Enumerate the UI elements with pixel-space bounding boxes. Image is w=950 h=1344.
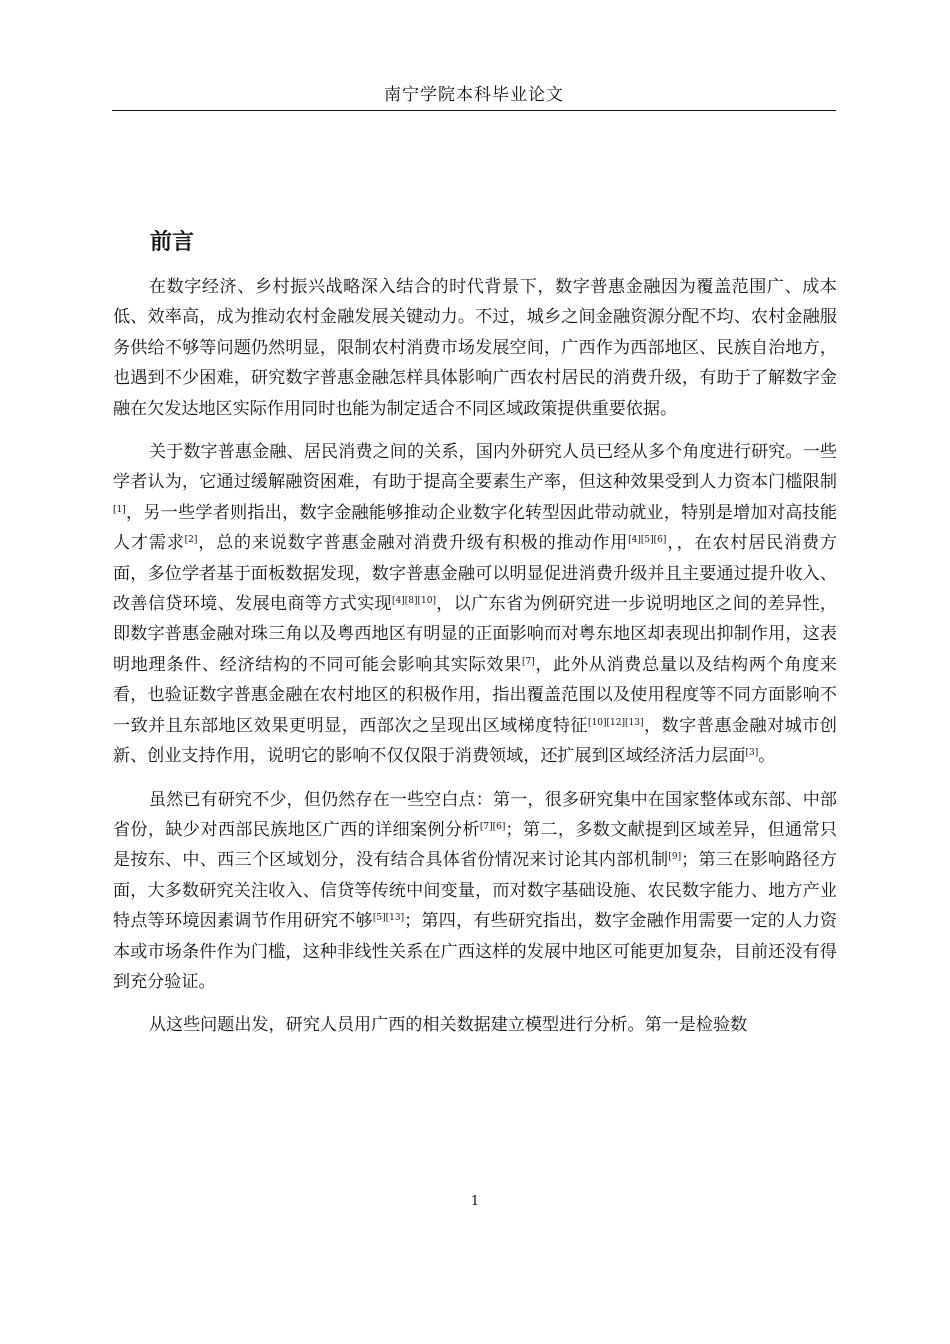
paragraph-text: ，数字普惠金融对城市创新、创业支持作用，说明它的影响不仅仅限于消费领域，还扩展到区域经济活力层面	[113, 715, 837, 767]
paragraph-text: 从这些问题出发，研究人员用广西的相关数据建立模型进行分析。第一是检验数	[148, 1015, 748, 1036]
paragraph-text: ，此外从消费总量以及结构两个角度来看，也验证数字普惠金融在农村地区的积极作用，指出覆盖范围以及使用程度等不同方面影响不一致并且东部地区效果更明显，西部次之呈现出区域梯度特征	[113, 654, 837, 736]
paragraph	[113, 785, 837, 998]
page-header-title: 南宁学院本科毕业论文	[384, 85, 564, 105]
paragraph-text: 在数字经济、乡村振兴战略深入结合的时代背景下，数字普惠金融因为覆盖范围广、成本低、效率高，成为推动农村金融发展关键动力。不过，城乡之间金融资源分配不均、农村金融服务供给不够等问题仍然明显，限制农村消费市场发展空间，广西作为西部地区、民族自治地方，也遇到不少困难，研究数字普惠金融怎样具体影响广西农村居民的消费升级，有助于了解数字金融在欠发达地区实际作用同时也能为制定适合不同区域政策提供重要依据。	[113, 277, 837, 419]
paragraph-text: ；第四，有些研究指出，数字金融作用需要一定的人力资本或市场条件作为门槛，这种非线性关系在广西这样的发展中地区可能更加复杂，目前还没有得到充分验证。	[113, 911, 837, 992]
section-title: 前言	[150, 230, 195, 255]
citation-marker: [7][6]	[479, 821, 506, 832]
paragraph-text: ，，在农村居民消费方面，多位学者基于面板数据发现，数字普惠金融可以明显促进消费升级并且主要通过提升收入、改善信贷环境、发展电商等方式实现	[113, 533, 838, 615]
paragraph-text: 关于数字普惠金融、居民消费之间的关系，国内外研究人员已经从多个角度进行研究。一些学者认为，它通过缓解融资困难，有助于提高全要素生产率，但这种效果受到人力资本门槛限制	[113, 442, 837, 493]
paragraph-text: ；第三在影响路径方面，大多数研究关注收入、信贷等传统中间变量，而对数字基础设施、农民数字能力、地方产业特点等环境因素调节作用研究不够	[113, 850, 838, 932]
citation-marker: [10][12][13]	[588, 717, 644, 728]
page-number: 1	[470, 1194, 480, 1209]
header-divider	[112, 110, 836, 111]
citation-marker: [4][5][6]	[628, 535, 667, 546]
citation-marker: [9]	[668, 852, 682, 863]
paragraph-text: 。	[758, 746, 776, 767]
paragraph-text: ；第二，多数文献提到区域差异，但通常只是按东、中、西三个区域划分，没有结合具体省份情况来讨论其内部机制	[113, 819, 838, 871]
citation-marker: [2]	[184, 535, 198, 546]
paragraph-text: ，以广东省为例研究进一步说明地区之间的差异性，即数字普惠金融对珠三角以及粤西地区有明显的正面影响而对粤东地区却表现出抑制作用，这表明地理条件、经济结构的不同可能会影响其实际效果	[113, 594, 838, 675]
citation-marker: [7]	[521, 656, 535, 667]
paragraph	[113, 1010, 837, 1040]
paragraph	[113, 272, 837, 424]
citation-marker: [1]	[113, 504, 126, 515]
body-text	[113, 272, 837, 1054]
paragraph	[113, 437, 837, 771]
paragraph-text: 虽然已有研究不少，但仍然存在一些空白点：第一，很多研究集中在国家整体或东部、中部省份，缺少对西部民族地区广西的详细案例分析	[113, 789, 837, 840]
paragraph-text: ，另一些学者则指出，数字金融能够推动企业数字化转型因此带动就业，特别是增加对高技能人才需求	[113, 502, 837, 554]
paragraph-text: ，总的来说数字普惠金融对消费升级有积极的推动作用	[197, 533, 629, 554]
citation-marker: [3]	[745, 748, 759, 759]
citation-marker: [5][13]	[372, 913, 405, 924]
citation-marker: [4][8][10]	[391, 596, 436, 607]
